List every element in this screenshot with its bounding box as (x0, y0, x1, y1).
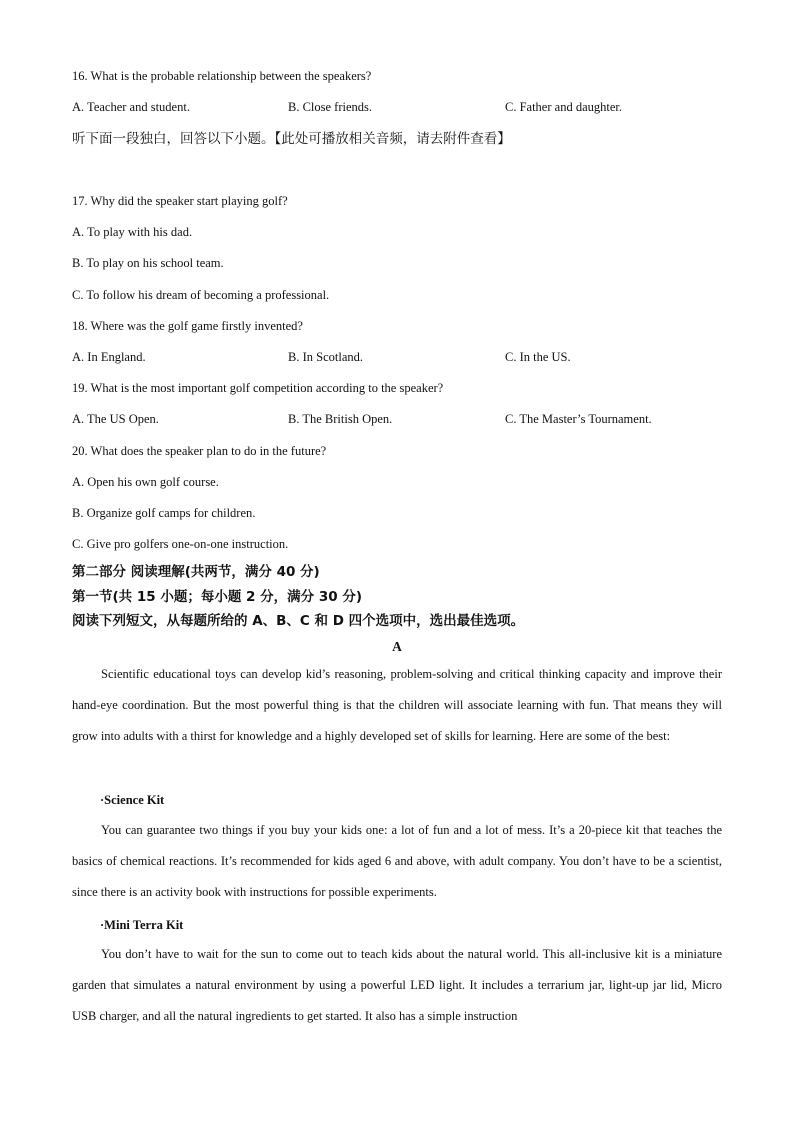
question-20-option-a: A. Open his own golf course. (72, 475, 219, 489)
monologue-instruction: 听下面一段独白，回答以下小题。【此处可播放相关音频，请去附件查看】 (72, 131, 511, 147)
question-20-stem: 20. What does the speaker plan to do in the future? (72, 444, 327, 458)
question-17-option-a: A. To play with his dad. (72, 225, 193, 239)
question-18-stem: 18. Where was the golf game firstly invented? (72, 319, 303, 333)
question-16-option-a: A. Teacher and student. (72, 100, 190, 114)
question-18-option-b: B. In Scotland. (288, 350, 363, 364)
item-2-title: ·Mini Terra Kit (100, 918, 184, 932)
question-17-option-b: B. To play on his school team. (72, 256, 224, 270)
question-17-stem: 17. Why did the speaker start playing golf? (72, 194, 288, 208)
question-16-option-c: C. Father and daughter. (505, 100, 622, 114)
item-1-paragraph: You can guarantee two things if you buy your kids one: a lot of fun and a lot of mess. It’s a 20-piece kit that teaches the basics of chemical reactions. It’s recommended for kids aged 6 and above, with adult company. You don’t have to be a scientist, since there is an activity book with instructions for possible experiments. (72, 823, 722, 900)
question-20-option-c: C. Give pro golfers one-on-one instruction. (72, 537, 289, 551)
reading-instruction: 阅读下列短文，从每题所给的 A、B、C 和 D 四个选项中，选出最佳选项。 (72, 613, 525, 629)
passage-label: A (392, 639, 402, 654)
item-1-title: ·Science Kit (100, 793, 165, 807)
question-16-option-b: B. Close friends. (288, 100, 373, 114)
question-19-option-c: C. The Master’s Tournament. (505, 412, 652, 426)
question-19-option-a: A. The US Open. (72, 412, 159, 426)
question-17-option-c: C. To follow his dream of becoming a professional. (72, 288, 330, 302)
question-18-option-c: C. In the US. (505, 350, 571, 364)
item-2-paragraph: You don’t have to wait for the sun to come out to teach kids about the natural world. This all-inclusive kit is a miniature garden that simulates a natural environment by using a powerful LED light. It includes a terrarium jar, light-up jar lid, Micro USB charger, and all the natural ingredients to get started. It also has a simple instruction (72, 947, 722, 1024)
section-one-heading: 第一节(共 15 小题；每小题 2 分，满分 30 分) (72, 589, 363, 605)
question-19-option-b: B. The British Open. (288, 412, 393, 426)
part-two-heading: 第二部分 阅读理解(共两节，满分 40 分) (72, 564, 320, 580)
question-18-option-a: A. In England. (72, 350, 146, 364)
question-19-stem: 19. What is the most important golf competition according to the speaker? (72, 381, 444, 395)
question-20-option-b: B. Organize golf camps for children. (72, 506, 256, 520)
question-16-stem: 16. What is the probable relationship between the speakers? (72, 69, 372, 83)
passage-intro-paragraph: Scientific educational toys can develop kid’s reasoning, problem-solving and critical thinking capacity and improve their hand-eye coordination. But the most powerful thing is that the children will associate learning with fun. That means they will grow into adults with a thirst for knowledge and a highly developed set of skills for learning. Here are some of the best: (72, 667, 722, 744)
